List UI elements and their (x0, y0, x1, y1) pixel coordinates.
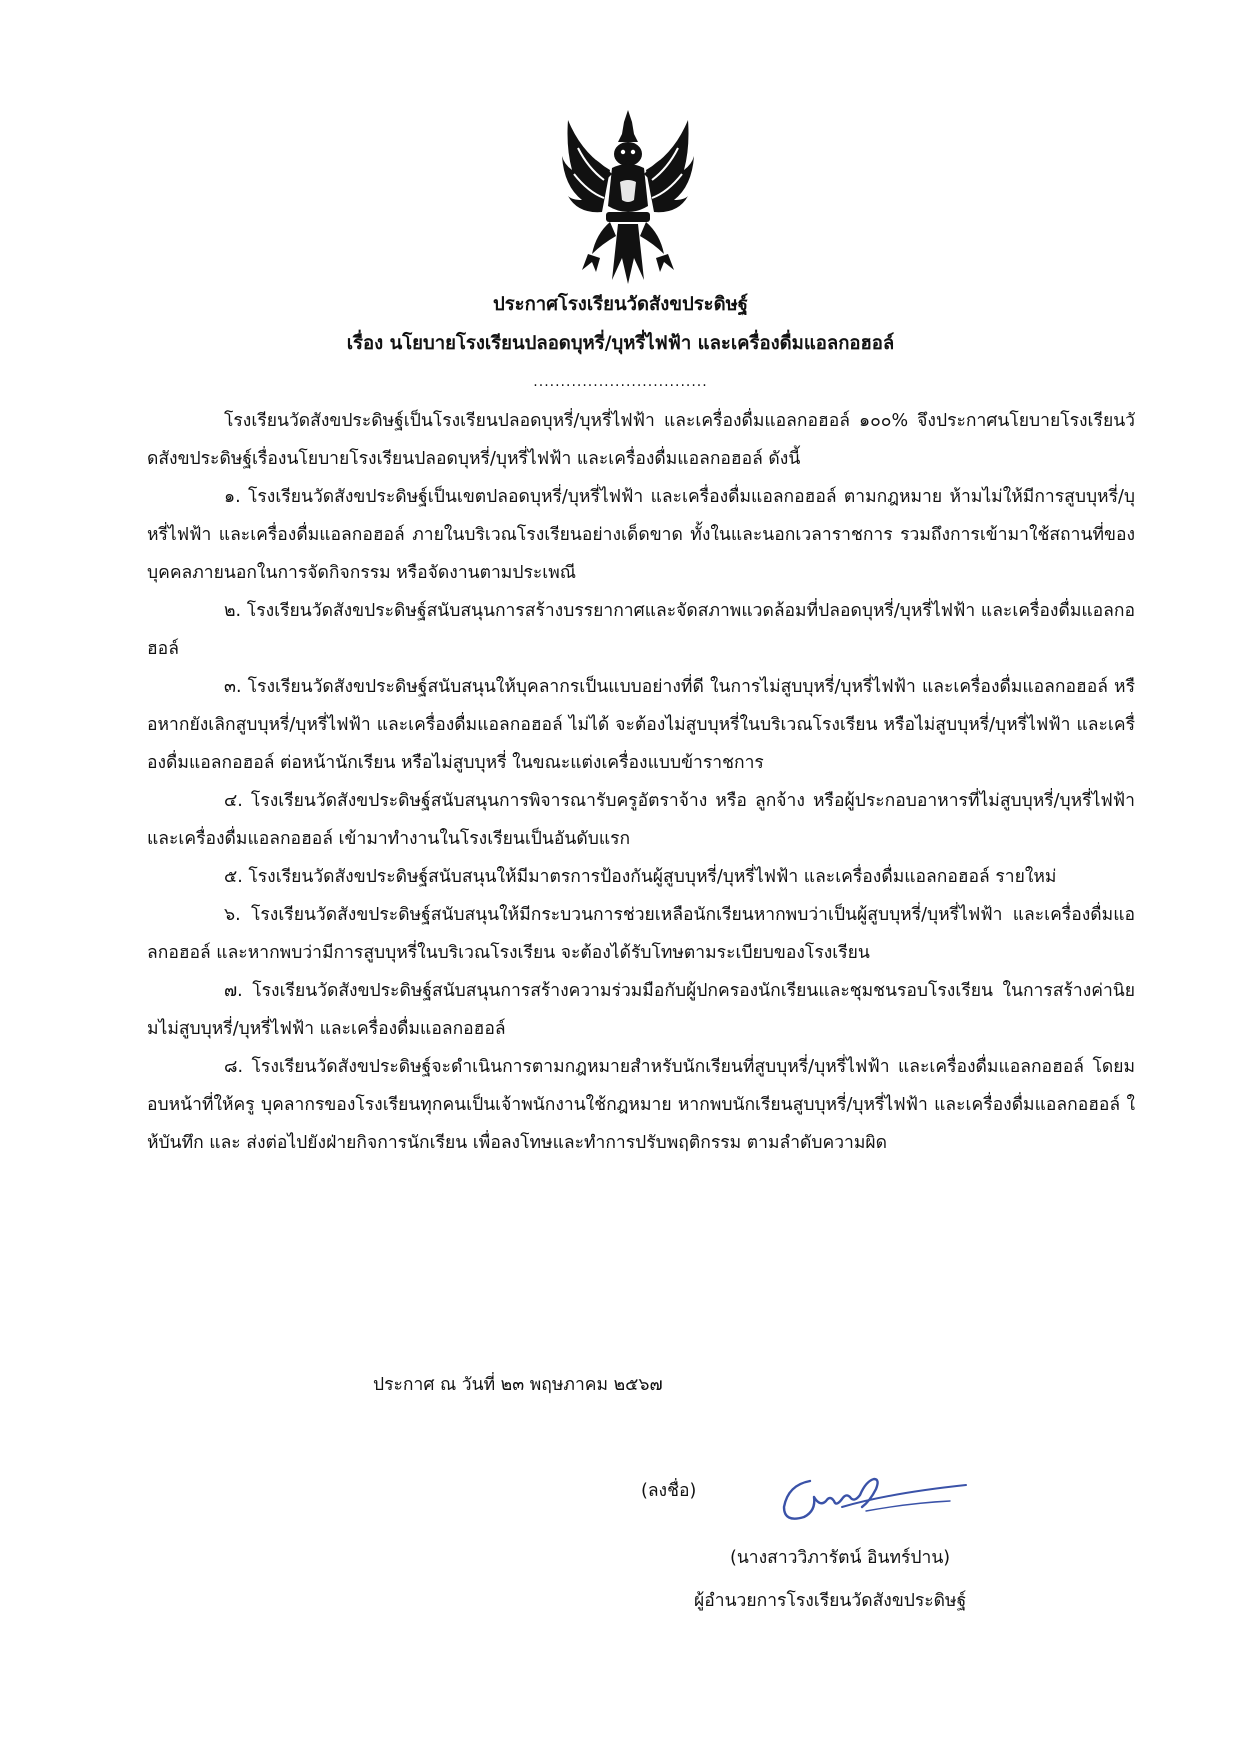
policy-item-8: ๘. โรงเรียนวัดสังขประดิษฐ์จะดำเนินการตามกฎหมายสำหรับนักเรียนที่สูบบุหรี่/บุหรี่ไฟฟ้า และเครื่องดื่มแอลกอฮอล์ โดยมอบหน้าที่ให้ครู บุคลากรของโรงเรียนทุกคนเป็นเจ้าพนักงานใช้กฎหมาย หากพบนักเรียนสูบบุหรี่/บุหรี่ไฟฟ้า และเครื่องดื่มแอลกอฮอล์ ให้บันทึก และ ส่งต่อไปยังฝ่ายกิจการนักเรียน เพื่อลงโทษและทำการปรับพฤติกรรม ตามลำดับความผิด (147, 1057, 1135, 1153)
policy-item-7: ๗. โรงเรียนวัดสังขประดิษฐ์สนับสนุนการสร้างความร่วมมือกับผู้ปกครองนักเรียนและชุมชนรอบโรงเรียน ในการสร้างค่านิยมไม่สูบบุหรี่/บุหรี่ไฟฟ้า และเครื่องดื่มแอลกอฮอล์ (147, 981, 1135, 1039)
announce-date: ประกาศ ณ วันที่ ๒๓ พฤษภาคม ๒๕๖๗ (373, 1375, 663, 1395)
document-title: ประกาศโรงเรียนวัดสังขประดิษฐ์ (492, 294, 748, 315)
policy-item-3: ๓. โรงเรียนวัดสังขประดิษฐ์สนับสนุนให้บุคลากรเป็นแบบอย่างที่ดี ในการไม่สูบบุหรี่/บุหรี่ไฟฟ้า และเครื่องดื่มแอลกอฮอล์ หรือหากยังเลิกสูบบุหรี่/บุหรี่ไฟฟ้า และเครื่องดื่มแอลกอฮอล์ ไม่ได้ จะต้องไม่สูบบุหรี่ในบริเวณโรงเรียน หรือไม่สูบบุหรี่/บุหรี่ไฟฟ้า และเครื่องดื่มแอลกอฮอล์ ต่อหน้านักเรียน หรือไม่สูบบุหรี่ ในขณะแต่งเครื่องแบบข้าราชการ (147, 677, 1135, 773)
policy-item-5: ๕. โรงเรียนวัดสังขประดิษฐ์สนับสนุนให้มีมาตรการป้องกันผู้สูบบุหรี่/บุหรี่ไฟฟ้า และเครื่องดื่มแอลกอฮอล์ รายใหม่ (224, 867, 1057, 887)
policy-item-4: ๔. โรงเรียนวัดสังขประดิษฐ์สนับสนุนการพิจารณารับครูอัตราจ้าง หรือ ลูกจ้าง หรือผู้ประกอบอาหารที่ไม่สูบบุหรี่/บุหรี่ไฟฟ้า และเครื่องดื่มแอลกอฮอล์ เข้ามาทำงานในโรงเรียนเป็นอันดับแรก (147, 791, 1135, 849)
garuda-emblem-icon (562, 108, 694, 286)
signer-title: ผู้อำนวยการโรงเรียนวัดสังขประดิษฐ์ (694, 1591, 967, 1611)
document-subject: เรื่อง นโยบายโรงเรียนปลอดบุหรี่/บุหรี่ไฟฟ้า และเครื่องดื่มแอลกอฮอล์ (346, 333, 895, 354)
title-separator: ................................ (533, 374, 708, 390)
document-body (147, 402, 1135, 1162)
policy-item-2: ๒. โรงเรียนวัดสังขประดิษฐ์สนับสนุนการสร้างบรรยากาศและจัดสภาพแวดล้อมที่ปลอดบุหรี่/บุหรี่ไฟฟ้า และเครื่องดื่มแอลกอฮอล์ (147, 601, 1135, 659)
intro-paragraph: โรงเรียนวัดสังขประดิษฐ์เป็นโรงเรียนปลอดบุหรี่/บุหรี่ไฟฟ้า และเครื่องดื่มแอลกอฮอล์ ๑๐๐% จึงประกาศนโยบายโรงเรียนวัดสังขประดิษฐ์เรื่องนโยบายโรงเรียนปลอดบุหรี่/บุหรี่ไฟฟ้า และเครื่องดื่มแอลกอฮอล์ ดังนี้ (147, 411, 1135, 469)
signer-name: (นางสาววิภารัตน์ อินทร์ปาน) (730, 1548, 951, 1568)
sign-label: (ลงชื่อ) (641, 1481, 697, 1501)
signature-icon (770, 1467, 970, 1529)
policy-item-1: ๑. โรงเรียนวัดสังขประดิษฐ์เป็นเขตปลอดบุหรี่/บุหรี่ไฟฟ้า และเครื่องดื่มแอลกอฮอล์ ตามกฎหมาย ห้ามไม่ให้มีการสูบบุหรี่/บุหรี่ไฟฟ้า และเครื่องดื่มแอลกอฮอล์ ภายในบริเวณโรงเรียนอย่างเด็ดขาด ทั้งในและนอกเวลาราชการ รวมถึงการเข้ามาใช้สถานที่ของบุคคลภายนอกในการจัดกิจกรรม หรือจัดงานตามประเพณี (147, 487, 1135, 583)
policy-item-6: ๖. โรงเรียนวัดสังขประดิษฐ์สนับสนุนให้มีกระบวนการช่วยเหลือนักเรียนหากพบว่าเป็นผู้สูบบุหรี่/บุหรี่ไฟฟ้า และเครื่องดื่มแอลกอฮอล์ และหากพบว่ามีการสูบบุหรี่ในบริเวณโรงเรียน จะต้องได้รับโทษตามระเบียบของโรงเรียน (147, 905, 1135, 963)
